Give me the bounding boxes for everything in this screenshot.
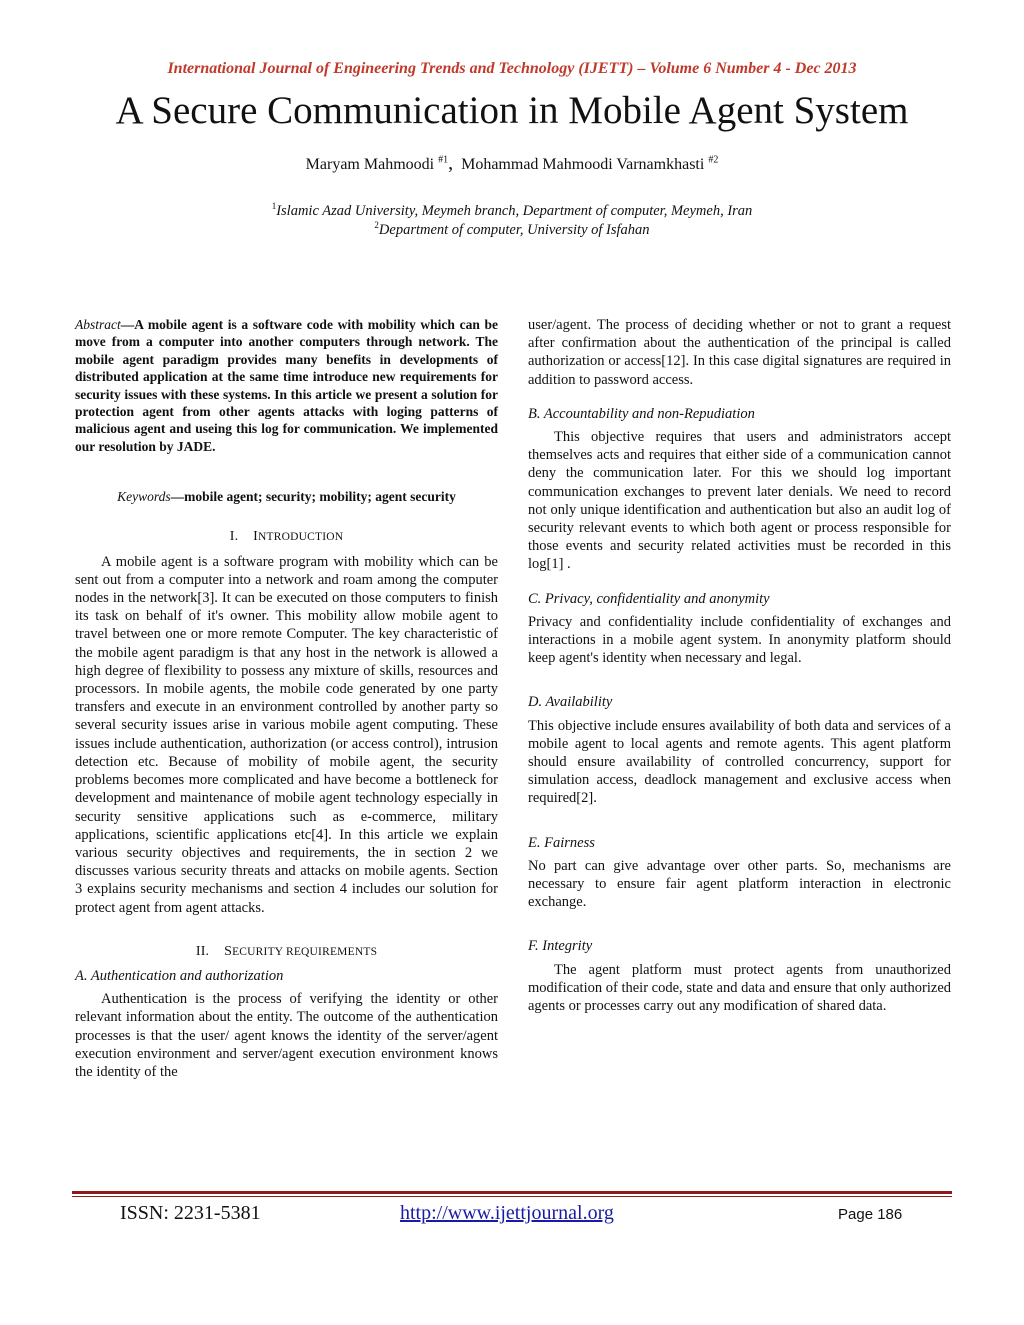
keywords xyxy=(75,488,498,506)
section-2-number: II. xyxy=(195,943,210,959)
subsection-d-paragraph: This objective include ensures availability of both data and services of a mobile agent to local agents and remote agents. This agent platform should ensure availability of controlled concurrency, support for simulation access, deadlock management and exclusive access when required[2]. xyxy=(528,717,951,807)
subsection-c-paragraph: Privacy and confidentiality include confidentiality of exchanges and interactions in a mobile agent system. In anonymity platform should keep agent's identity when necessary and legal. xyxy=(528,613,951,667)
author-2-mark: #2 xyxy=(708,154,719,166)
subsection-e-heading: E. Fairness xyxy=(528,834,595,851)
section-1-title-rest: NTRODUCTION xyxy=(258,531,344,544)
section-2-first-letter: S xyxy=(224,943,233,959)
section-heading-security-requirements xyxy=(75,943,498,961)
affiliation-2-num: 2 xyxy=(374,220,379,230)
affiliation-2 xyxy=(0,220,1024,239)
right-column xyxy=(528,316,951,1015)
footer-rule-thick xyxy=(72,1191,952,1194)
abstract-label: Abstract xyxy=(75,317,121,332)
subsection-d-heading: D. Availability xyxy=(528,694,613,711)
keywords-label: Keywords xyxy=(117,489,171,505)
affiliation-1 xyxy=(0,201,1024,220)
subsection-c-heading: C. Privacy, confidentiality and anonymity xyxy=(528,590,770,607)
footer-issn: ISSN: 2231-5381 xyxy=(120,1202,261,1224)
introduction-paragraph: A mobile agent is a software program with mobility which can be sent out from a computer into a network and roam among the computer nodes in the network[3]. It can be executed on those computers to finish its task on behalf of it's owner. This mobility allow mobile agent to travel between one or more remote Computer. The key characteristic of the mobile agent paradigm is that any host in the network is allowed a high degree of flexibility to possess any mixture of skills, resources and processors. In mobile agents, the mobile code generated by one party transfers and execute in an environment controlled by another party so several security issues arise in various mobile agent computing. These issues include authentication, authorization (or access control), intrusion detection etc. Because of mobility of mobile agent, the security problems becomes more complicated and have become a bottleneck for development and maintenance of mobile agent technology especially in security sensitive applications such as e-commerce, military applications, scientific applications etc[4]. In this article we explain various security objectives and requirements, the in section 2 we discusses various security threats and attacks on mobile agents. Section 3 explains security mechanisms and section 4 includes our solution for protect agent from agent attacks. xyxy=(75,553,498,916)
section-1-first-letter: I xyxy=(253,529,258,545)
abstract-dash: — xyxy=(120,317,135,332)
section-1-number: I. xyxy=(229,529,239,545)
footer-rule-thin xyxy=(72,1196,952,1197)
left-column xyxy=(75,316,498,1081)
author-line: Maryam Mahmoodi $^{\#1}$, Mohammad Mahmoodi Varnamkhasti $^{\#2}$ xyxy=(305,152,719,174)
subsection-b-heading: B. Accountability and non-Repudiation xyxy=(528,405,755,422)
abstract xyxy=(75,316,498,455)
author-2-name: Mohammad Mahmoodi Varnamkhasti xyxy=(461,156,705,173)
subsection-e-paragraph: No part can give advantage over other parts. So, mechanisms are necessary to ensure fair agent platform interaction in electronic exchange. xyxy=(528,857,951,911)
subsection-a-paragraph: Authentication is the process of verifying the identity or other relevant information about the entity. The outcome of the authentication processes is that the user/ agent knows the identity of the server/agent execution environment and server/agent execution environment knows the identity of the xyxy=(75,991,498,1080)
footer-journal-link[interactable]: http://www.ijettjournal.org xyxy=(400,1202,614,1224)
abstract-text: A mobile agent is a software code with mobility which can be move from a computer into another computers through network. The mobile agent paradigm provides many benefits in developments of distributed application at the same time introduce new requirements for security issues with these systems. In this article we present a solution for protection agent from other agents attacks with loging patterns of malicious agent and useing this log for communication. We implemented our resolution by JADE. xyxy=(75,317,498,454)
keywords-text: mobile agent; security; mobility; agent security xyxy=(184,489,456,505)
author-1-mark: #1 xyxy=(438,154,449,166)
paper-title: A Secure Communication in Mobile Agent System xyxy=(115,89,909,132)
author-1-name: Maryam Mahmoodi xyxy=(305,156,435,173)
journal-header: International Journal of Engineering Trends and Technology (IJETT) – Volume 6 Number 4 - Dec 2013 xyxy=(167,60,857,77)
affiliation-1-num: 1 xyxy=(271,201,277,211)
subsection-a-heading: A. Authentication and authorization xyxy=(75,967,284,984)
section-2-title-rest: ECURITY REQUIREMENTS xyxy=(232,945,378,958)
subsection-f-heading: F. Integrity xyxy=(528,938,593,955)
subsection-a-paragraph-continued: user/agent. The process of deciding whether or not to grant a request after confirmation about the authentication of the principal is called authorization or access[12]. In this case digital signatures are required in addition to password access. xyxy=(528,317,951,388)
footer-page-number: Page 186 xyxy=(838,1206,903,1223)
subsection-f-paragraph: The agent platform must protect agents from unauthorized modification of their code, state and data and ensure that only authorized agents or processes carry out any modification of shared data. xyxy=(528,961,951,1015)
section-heading-introduction xyxy=(75,528,498,546)
affiliation-1-text: Islamic Azad University, Meymeh branch, Department of computer, Meymeh, Iran xyxy=(276,202,753,219)
subsection-b-paragraph: This objective requires that users and administrators accept themselves acts and requires that either side of a communication cannot deny the communication later. For this we should log important communication exchanges to prevent later denials. We need to record not only unique identification and authentication but also an audit log of security relevant events to which both agent or process responsible for those events and security related activities must be recorded in this log[1] . xyxy=(528,429,951,573)
keywords-dash: — xyxy=(170,489,185,505)
affiliation-2-text: Department of computer, University of Isfahan xyxy=(378,221,650,238)
